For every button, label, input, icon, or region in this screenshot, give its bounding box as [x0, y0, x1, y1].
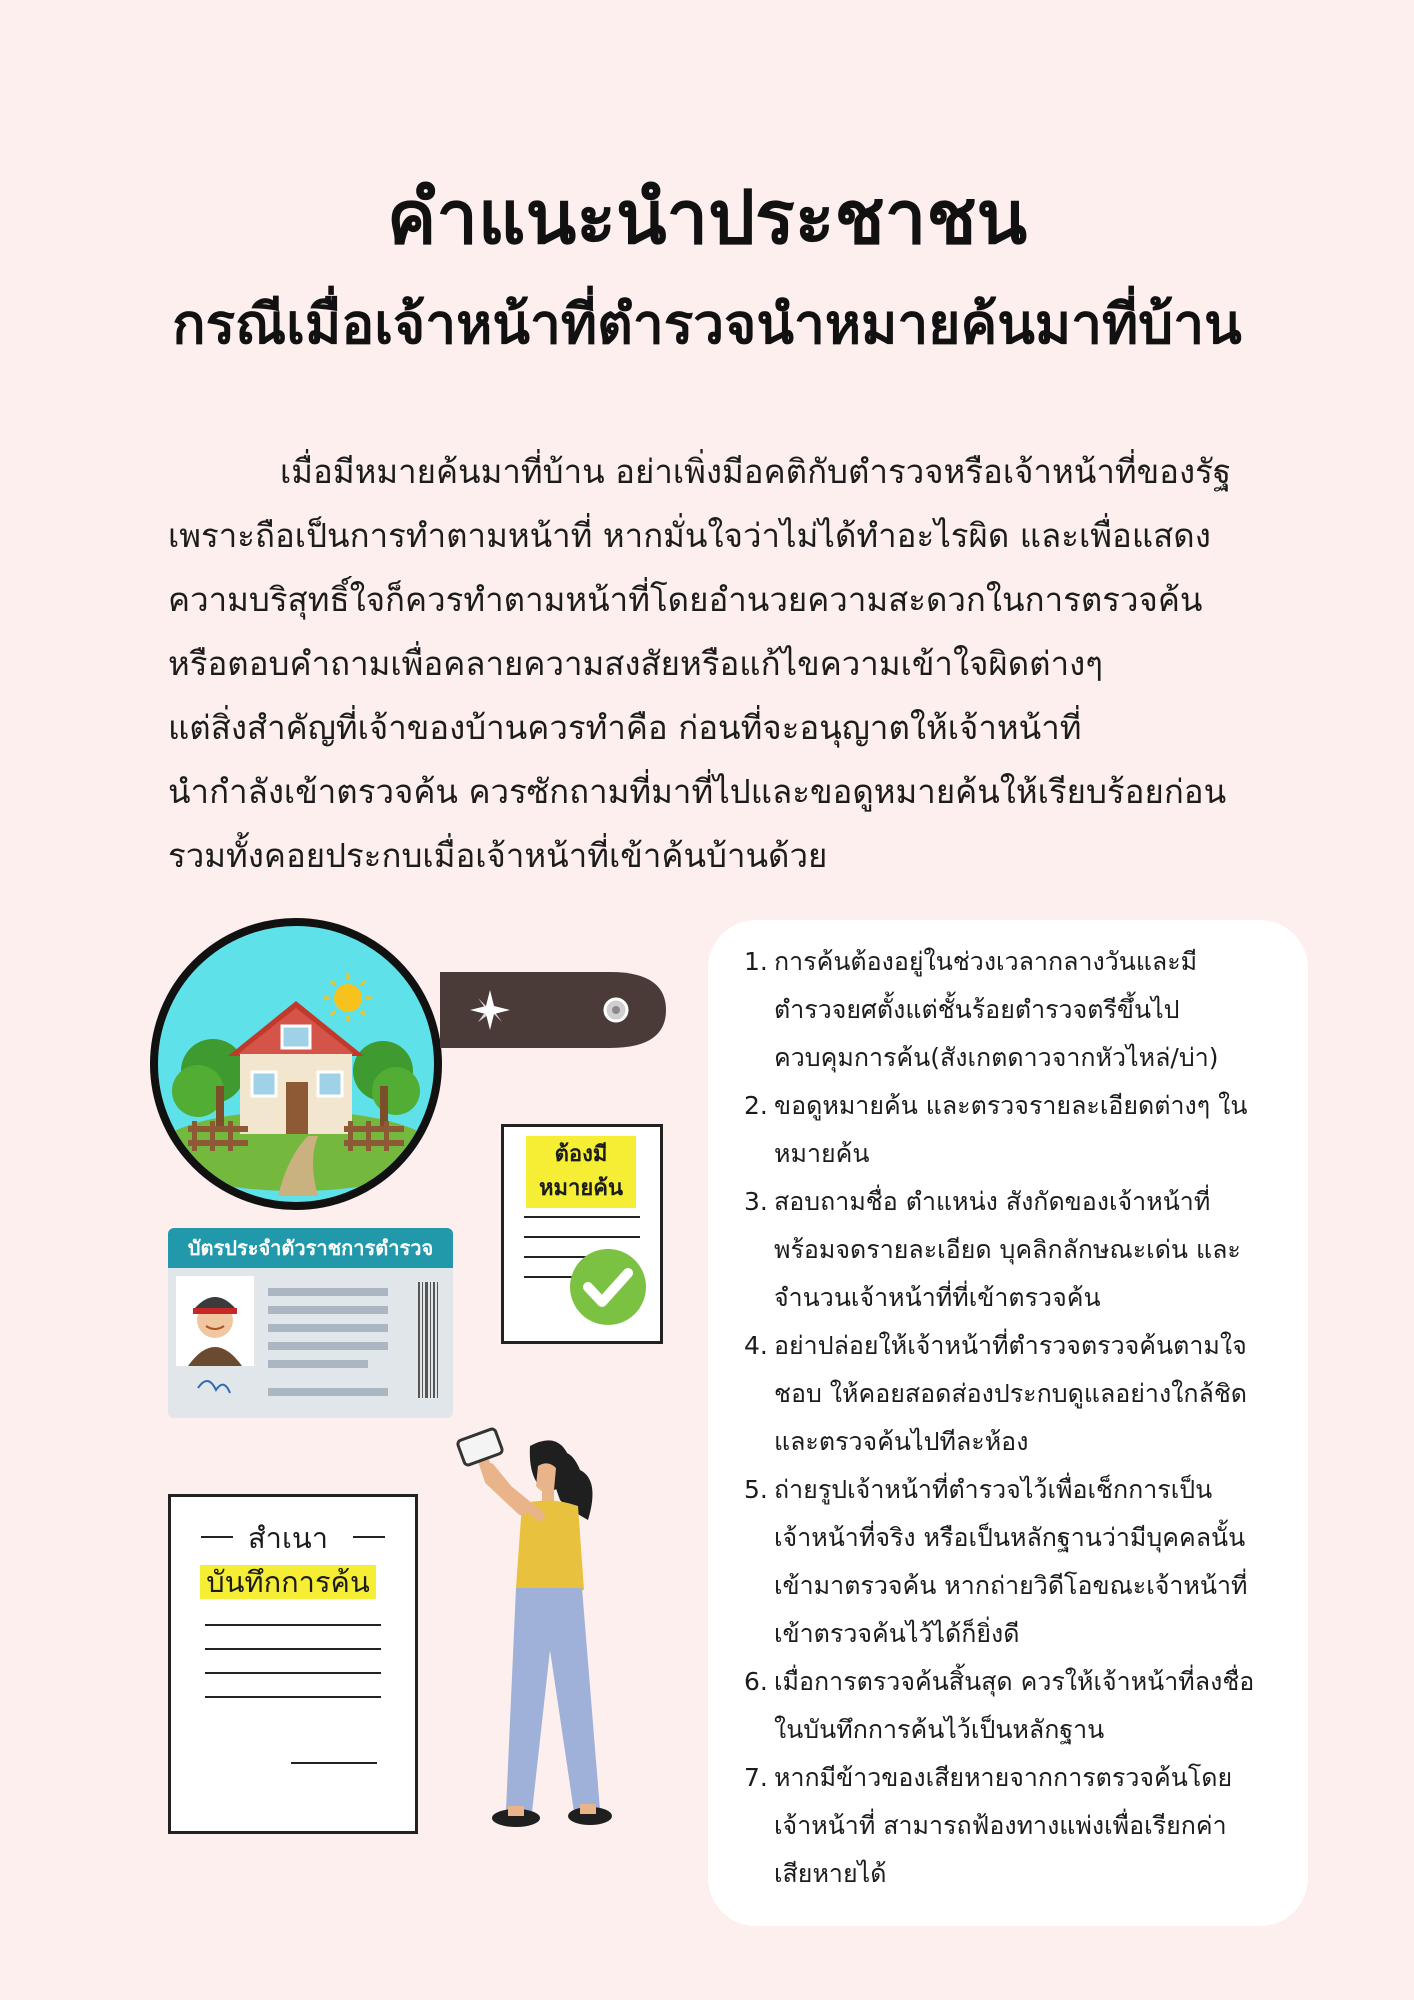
list-item: [744, 1178, 1304, 1322]
step-line: เข้าตรวจค้นไว้ได้ก็ยิ่งดี: [774, 1619, 1020, 1648]
step-number: 1.: [744, 947, 768, 976]
list-item: [744, 1082, 1304, 1178]
step-number: 5.: [744, 1475, 768, 1504]
list-item: [744, 1322, 1304, 1466]
step-line: เจ้าหน้าที่ สามารถฟ้องทางแพ่งเพื่อเรียกค่า: [774, 1811, 1227, 1840]
page-subtitle: กรณีเมื่อเจ้าหน้าที่ตำรวจนำหมายค้นมาที่บ้าน: [172, 292, 1242, 356]
step-number: 6.: [744, 1667, 768, 1696]
warrant-label-line: หมายค้น: [538, 1176, 623, 1201]
step-line: ควบคุมการค้น(สังเกตดาวจากหัวไหล่/บ่า): [774, 1043, 1219, 1072]
step-line: พร้อมจดรายละเอียด บุคลิกลักษณะเด่น และ: [774, 1235, 1241, 1264]
list-item: [744, 1754, 1304, 1898]
step-line: ตำรวจยศตั้งแต่ชั้นร้อยตำรวจตรีขึ้นไป: [774, 995, 1180, 1024]
search-record-label: [190, 1516, 386, 1604]
step-text: [770, 1322, 1304, 1466]
step-text: [770, 1178, 1304, 1322]
step-line: หมายค้น: [774, 1139, 870, 1168]
intro-line: เมื่อมีหมายค้นมาที่บ้าน อย่าเพิ่งมีอคติกับตำรวจหรือเจ้าหน้าที่ของรัฐ: [280, 452, 1232, 491]
step-line: หากมีข้าวของเสียหายจากการตรวจค้นโดย: [774, 1763, 1233, 1792]
house-icon: [158, 926, 434, 1202]
step-line: เมื่อการตรวจค้นสิ้นสุด ควรให้เจ้าหน้าที่ลงชื่อ: [774, 1667, 1255, 1696]
intro-line: รวมทั้งคอยประกบเมื่อเจ้าหน้าที่เข้าค้นบ้านด้วย: [168, 836, 828, 875]
copy-label-line: สำเนา: [247, 1521, 328, 1555]
house-illustration: [150, 918, 442, 1210]
step-line: ถ่ายรูปเจ้าหน้าที่ตำรวจไว้เพื่อเช็กการเป็น: [774, 1475, 1213, 1504]
step-line: สอบถามชื่อ ตำแหน่ง สังกัดของเจ้าหน้าที่: [774, 1187, 1211, 1216]
officer-photo-icon: [168, 1268, 453, 1418]
intro-line: แต่สิ่งสำคัญที่เจ้าของบ้านควรทำคือ ก่อนที่จะอนุญาตให้เจ้าหน้าที่: [168, 708, 1082, 747]
woman-taking-photo-illustration: [450, 1420, 650, 1860]
copy-label-line: บันทึกการค้น: [200, 1565, 376, 1599]
police-id-card: [168, 1228, 453, 1418]
step-number: 3.: [744, 1187, 768, 1216]
step-line: เข้ามาตรวจค้น หากถ่ายวิดีโอขณะเจ้าหน้าที่: [774, 1571, 1248, 1600]
warrant-label: [526, 1136, 636, 1208]
step-line: อย่าปล่อยให้เจ้าหน้าที่ตำรวจตรวจค้นตามใจ: [774, 1331, 1247, 1360]
epaulette-icon: [440, 970, 670, 1050]
step-text: [770, 1658, 1304, 1754]
steps-list: [744, 938, 1304, 1898]
step-text: [770, 938, 1304, 1082]
intro-line: เพราะถือเป็นการทำตามหน้าที่ หากมั่นใจว่าไม่ได้ทำอะไรผิด และเพื่อแสดง: [168, 516, 1211, 555]
step-number: 4.: [744, 1331, 768, 1360]
list-item: [744, 1658, 1304, 1754]
intro-line: หรือตอบคำถามเพื่อคลายความสงสัยหรือแก้ไขความเข้าใจผิดต่างๆ: [168, 644, 1103, 683]
intro-line: ความบริสุทธิ์ใจก็ควรทำตามหน้าที่โดยอำนวยความสะดวกในการตรวจค้น: [168, 580, 1203, 619]
step-line: ชอบ ให้คอยสอดส่องประกบดูแลอย่างใกล้ชิด: [774, 1379, 1248, 1408]
step-number: 2.: [744, 1091, 768, 1120]
step-line: เสียหายได้: [774, 1859, 887, 1888]
step-line: การค้นต้องอยู่ในช่วงเวลากลางวันและมี: [774, 947, 1198, 976]
id-card-title: บัตรประจำตัวราชการตำรวจ: [168, 1228, 453, 1268]
step-line: และตรวจค้นไปทีละห้อง: [774, 1427, 1029, 1456]
intro-line: นำกำลังเข้าตรวจค้น ควรซักถามที่มาที่ไปและขอดูหมายค้นให้เรียบร้อยก่อน: [168, 772, 1227, 811]
step-line: จำนวนเจ้าหน้าที่ที่เข้าตรวจค้น: [774, 1283, 1101, 1312]
step-text: [770, 1466, 1304, 1658]
step-text: [770, 1754, 1304, 1898]
step-line: ในบันทึกการค้นไว้เป็นหลักฐาน: [774, 1715, 1105, 1744]
step-line: ขอดูหมายค้น และตรวจรายละเอียดต่างๆ ใน: [774, 1091, 1248, 1120]
warrant-label-line: ต้องมี: [554, 1142, 608, 1167]
intro-paragraph: [168, 440, 1308, 888]
step-text: [770, 1082, 1304, 1178]
list-item: [744, 1466, 1304, 1658]
step-number: 7.: [744, 1763, 768, 1792]
list-item: [744, 938, 1304, 1082]
step-line: เจ้าหน้าที่จริง หรือเป็นหลักฐานว่ามีบุคคลนั้น: [774, 1523, 1246, 1552]
page-title: คำแนะนำประชาชน: [386, 175, 1028, 261]
